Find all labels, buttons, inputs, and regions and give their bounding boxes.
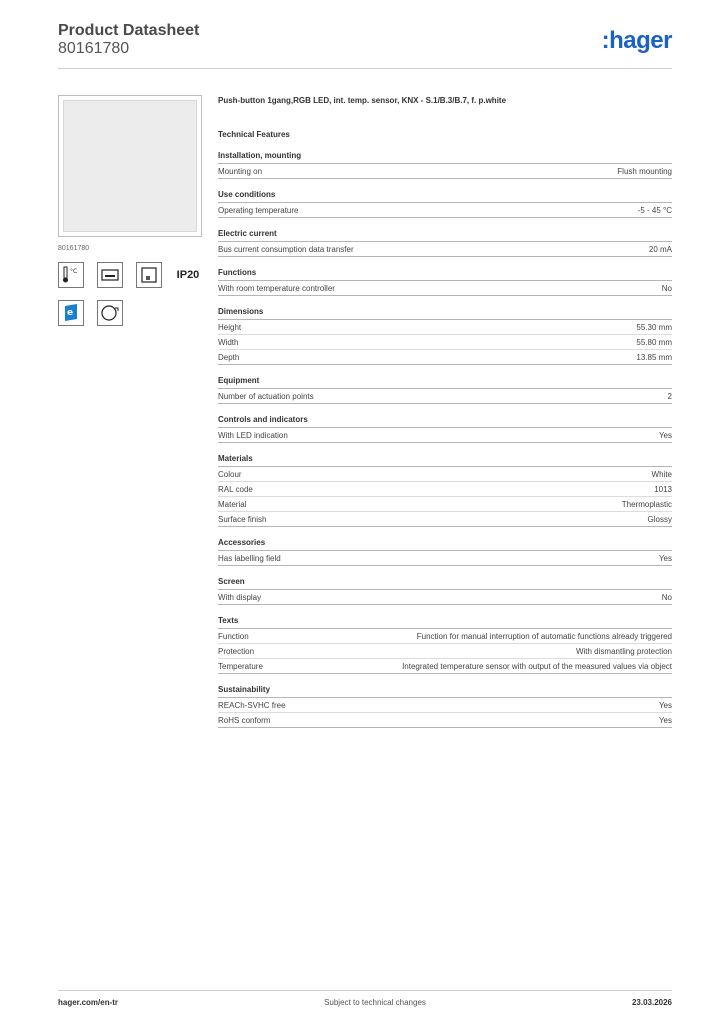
spec-label: Temperature — [218, 662, 263, 671]
spec-label: Has labelling field — [218, 554, 281, 563]
spec-row — [218, 428, 672, 443]
spec-label: Depth — [218, 353, 240, 362]
spec-value: 55.30 mm — [636, 323, 672, 332]
spec-value: Integrated temperature sensor with output of the measured values via object — [402, 662, 672, 671]
spec-row — [218, 242, 672, 257]
spec-row — [218, 551, 672, 566]
section-title: Screen — [218, 577, 672, 590]
spec-value: -5 - 45 °C — [637, 206, 672, 215]
section-sustainability — [218, 685, 672, 728]
section-installation-mounting — [218, 151, 672, 179]
spec-label: Surface finish — [218, 515, 267, 524]
spec-row — [218, 335, 672, 350]
spec-label: REACh-SVHC free — [218, 701, 286, 710]
page-title: Product Datasheet — [58, 22, 200, 39]
section-title: Use conditions — [218, 190, 672, 203]
section-title: Equipment — [218, 376, 672, 389]
spec-value: 2 — [667, 392, 672, 401]
spec-label: Number of actuation points — [218, 392, 314, 401]
spec-label: Mounting on — [218, 167, 263, 176]
footer-website-link[interactable]: hager.com/en-tr — [58, 998, 119, 1007]
ip20-badge: IP20 — [176, 269, 200, 281]
section-equipment — [218, 376, 672, 404]
product-name: Push-button 1gang,RGB LED, int. temp. sensor, KNX - S.1/B.3/B.7, f. p.white — [218, 96, 507, 105]
svg-text:°C: °C — [70, 268, 78, 275]
spec-row — [218, 512, 672, 527]
spec-value: Thermoplastic — [621, 500, 672, 509]
technical-content — [218, 95, 672, 728]
spec-row — [218, 467, 672, 482]
section-title: Texts — [218, 616, 672, 629]
spec-row — [218, 629, 672, 644]
spec-label: Function — [218, 632, 249, 641]
section-screen — [218, 577, 672, 605]
spec-label: Colour — [218, 470, 242, 479]
spec-label: With room temperature controller — [218, 284, 335, 293]
spec-value: No — [661, 593, 672, 602]
section-title: Functions — [218, 268, 672, 281]
spec-row — [218, 644, 672, 659]
spec-value: Yes — [658, 554, 672, 563]
spec-row — [218, 281, 672, 296]
spec-row — [218, 320, 672, 335]
section-electric-current — [218, 229, 672, 257]
spec-value: 55.80 mm — [636, 338, 672, 347]
spec-label: Protection — [218, 647, 255, 656]
feature-sections — [218, 151, 672, 728]
feature-icons — [58, 262, 202, 326]
spec-value: Yes — [658, 716, 672, 725]
spec-value: Function for manual interruption of automatic functions already triggered — [416, 632, 672, 641]
footer-date: 23.03.2026 — [631, 998, 672, 1007]
flush-mount-icon — [136, 262, 162, 288]
spec-value: With dismantling protection — [575, 647, 672, 656]
spec-label: RoHS conform — [218, 716, 271, 725]
photo-caption: 80161780 — [58, 245, 90, 252]
spec-row — [218, 713, 672, 728]
spec-label: Width — [218, 338, 239, 347]
article-number: 80161780 — [58, 40, 130, 57]
spec-row — [218, 164, 672, 179]
spec-row — [218, 698, 672, 713]
spec-label: With LED indication — [218, 431, 288, 440]
section-title: Sustainability — [218, 685, 672, 698]
spec-label: Height — [218, 323, 242, 332]
spec-value: 20 mA — [648, 245, 672, 254]
spec-value: Yes — [658, 701, 672, 710]
spec-row — [218, 590, 672, 605]
product-media — [58, 95, 202, 326]
section-title: Accessories — [218, 538, 672, 551]
spec-value: White — [651, 470, 672, 479]
spec-value: 1013 — [654, 485, 672, 494]
section-title: Installation, mounting — [218, 151, 672, 164]
push-button-icon — [97, 262, 123, 288]
section-title: Controls and indicators — [218, 415, 672, 428]
spec-row — [218, 659, 672, 674]
section-title: Electric current — [218, 229, 672, 242]
section-controls-and-indicators — [218, 415, 672, 443]
technical-features-heading: Technical Features — [218, 130, 290, 139]
spec-label: Bus current consumption data transfer — [218, 245, 354, 254]
section-dimensions — [218, 307, 672, 365]
hager-logo: :hager — [601, 27, 672, 54]
spec-value: Flush mounting — [617, 167, 672, 176]
section-title: Materials — [218, 454, 672, 467]
spec-label: Operating temperature — [218, 206, 299, 215]
section-use-conditions — [218, 190, 672, 218]
section-texts — [218, 616, 672, 674]
spec-label: Material — [218, 500, 247, 509]
recessed-box-icon — [97, 300, 123, 326]
section-title: Dimensions — [218, 307, 672, 320]
section-functions — [218, 268, 672, 296]
spec-value: No — [661, 284, 672, 293]
section-materials — [218, 454, 672, 527]
page-header — [58, 22, 672, 69]
eco-label-icon — [58, 300, 84, 326]
spec-label: RAL code — [218, 485, 253, 494]
spec-row — [218, 482, 672, 497]
spec-row — [218, 389, 672, 404]
spec-row — [218, 350, 672, 365]
page-footer — [58, 990, 672, 1007]
product-photo-image — [63, 100, 197, 232]
spec-label: With display — [218, 593, 262, 602]
product-photo — [58, 95, 202, 237]
section-accessories — [218, 538, 672, 566]
footer-note: Subject to technical changes — [324, 998, 426, 1007]
spec-value: Yes — [658, 431, 672, 440]
temperature-sensor-icon — [58, 262, 84, 288]
spec-row — [218, 497, 672, 512]
spec-value: Glossy — [647, 515, 672, 524]
svg-text:e: e — [67, 308, 74, 318]
spec-value: 13.85 mm — [636, 353, 672, 362]
spec-row — [218, 203, 672, 218]
